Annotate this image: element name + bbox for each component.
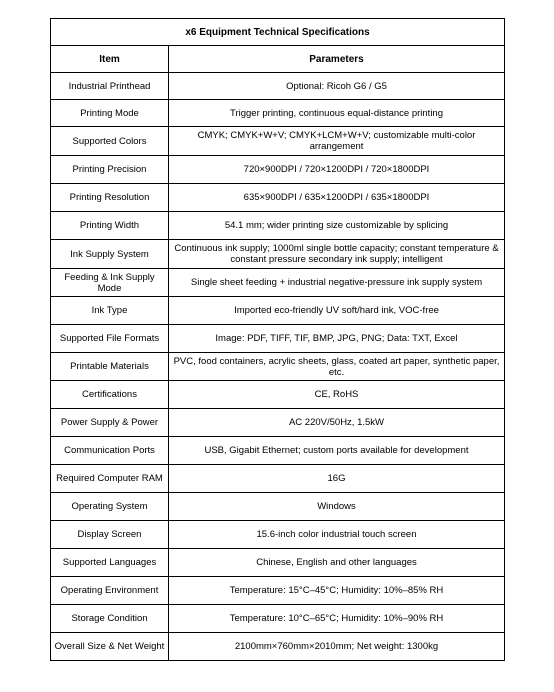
table-row	[51, 127, 505, 156]
header-parameters: Parameters	[169, 46, 505, 73]
table-row	[51, 100, 505, 127]
spec-value-cell: 16G	[169, 465, 505, 493]
spec-item-cell: Operating Environment	[51, 577, 169, 605]
table-row	[51, 240, 505, 269]
table-row	[51, 633, 505, 661]
table-row	[51, 493, 505, 521]
spec-item-cell: Operating System	[51, 493, 169, 521]
spec-value-cell: Windows	[169, 493, 505, 521]
header-item: Item	[51, 46, 169, 73]
table-row	[51, 73, 505, 100]
table-row	[51, 353, 505, 381]
spec-item-cell: Printing Precision	[51, 156, 169, 184]
table-title: x6 Equipment Technical Specifications	[51, 19, 505, 46]
title-row	[51, 19, 505, 46]
spec-value-cell: 720×900DPI / 720×1200DPI / 720×1800DPI	[169, 156, 505, 184]
spec-item-cell: Communication Ports	[51, 437, 169, 465]
spec-value-cell: Temperature: 10°C–65°C; Humidity: 10%–90% RH	[169, 605, 505, 633]
spec-item-cell: Printing Width	[51, 212, 169, 240]
table-row	[51, 325, 505, 353]
spec-table	[50, 18, 505, 661]
spec-value-cell: Chinese, English and other languages	[169, 549, 505, 577]
spec-value-cell: 2100mm×760mm×2010mm; Net weight: 1300kg	[169, 633, 505, 661]
spec-value-cell: CMYK; CMYK+W+V; CMYK+LCM+W+V; customizable multi-color arrangement	[169, 127, 505, 156]
spec-item-cell: Ink Type	[51, 297, 169, 325]
spec-item-cell: Required Computer RAM	[51, 465, 169, 493]
table-row	[51, 156, 505, 184]
spec-item-cell: Storage Condition	[51, 605, 169, 633]
table-row	[51, 605, 505, 633]
table-row	[51, 297, 505, 325]
table-row	[51, 269, 505, 297]
table-row	[51, 212, 505, 240]
spec-item-cell: Display Screen	[51, 521, 169, 549]
spec-item-cell: Certifications	[51, 381, 169, 409]
spec-value-cell: Trigger printing, continuous equal-distance printing	[169, 100, 505, 127]
spec-value-cell: CE, RoHS	[169, 381, 505, 409]
spec-value-cell: Single sheet feeding + industrial negative-pressure ink supply system	[169, 269, 505, 297]
spec-item-cell: Feeding & Ink Supply Mode	[51, 269, 169, 297]
spec-value-cell: 635×900DPI / 635×1200DPI / 635×1800DPI	[169, 184, 505, 212]
spec-item-cell: Overall Size & Net Weight	[51, 633, 169, 661]
spec-item-cell: Printable Materials	[51, 353, 169, 381]
table-row	[51, 409, 505, 437]
spec-value-cell: Image: PDF, TIFF, TIF, BMP, JPG, PNG; Data: TXT, Excel	[169, 325, 505, 353]
header-row	[51, 46, 505, 73]
spec-value-cell: Temperature: 15°C–45°C; Humidity: 10%–85% RH	[169, 577, 505, 605]
spec-body	[51, 73, 505, 661]
spec-item-cell: Industrial Printhead	[51, 73, 169, 100]
spec-value-cell: AC 220V/50Hz, 1.5kW	[169, 409, 505, 437]
spec-value-cell: PVC, food containers, acrylic sheets, glass, coated art paper, synthetic paper, etc.	[169, 353, 505, 381]
spec-item-cell: Printing Mode	[51, 100, 169, 127]
table-row	[51, 184, 505, 212]
table-row	[51, 521, 505, 549]
table-row	[51, 437, 505, 465]
spec-value-cell: USB, Gigabit Ethernet; custom ports available for development	[169, 437, 505, 465]
table-row	[51, 577, 505, 605]
spec-value-cell: 54.1 mm; wider printing size customizable by splicing	[169, 212, 505, 240]
table-row	[51, 381, 505, 409]
table-row	[51, 465, 505, 493]
spec-value-cell: 15.6-inch color industrial touch screen	[169, 521, 505, 549]
spec-value-cell: Optional: Ricoh G6 / G5	[169, 73, 505, 100]
spec-value-cell: Continuous ink supply; 1000ml single bottle capacity; constant temperature & constant pressure secondary ink supply; intelligent	[169, 240, 505, 269]
spec-item-cell: Power Supply & Power	[51, 409, 169, 437]
spec-item-cell: Printing Resolution	[51, 184, 169, 212]
spec-item-cell: Supported Colors	[51, 127, 169, 156]
spec-item-cell: Supported Languages	[51, 549, 169, 577]
spec-item-cell: Ink Supply System	[51, 240, 169, 269]
spec-value-cell: Imported eco-friendly UV soft/hard ink, VOC-free	[169, 297, 505, 325]
table-row	[51, 549, 505, 577]
spec-item-cell: Supported File Formats	[51, 325, 169, 353]
